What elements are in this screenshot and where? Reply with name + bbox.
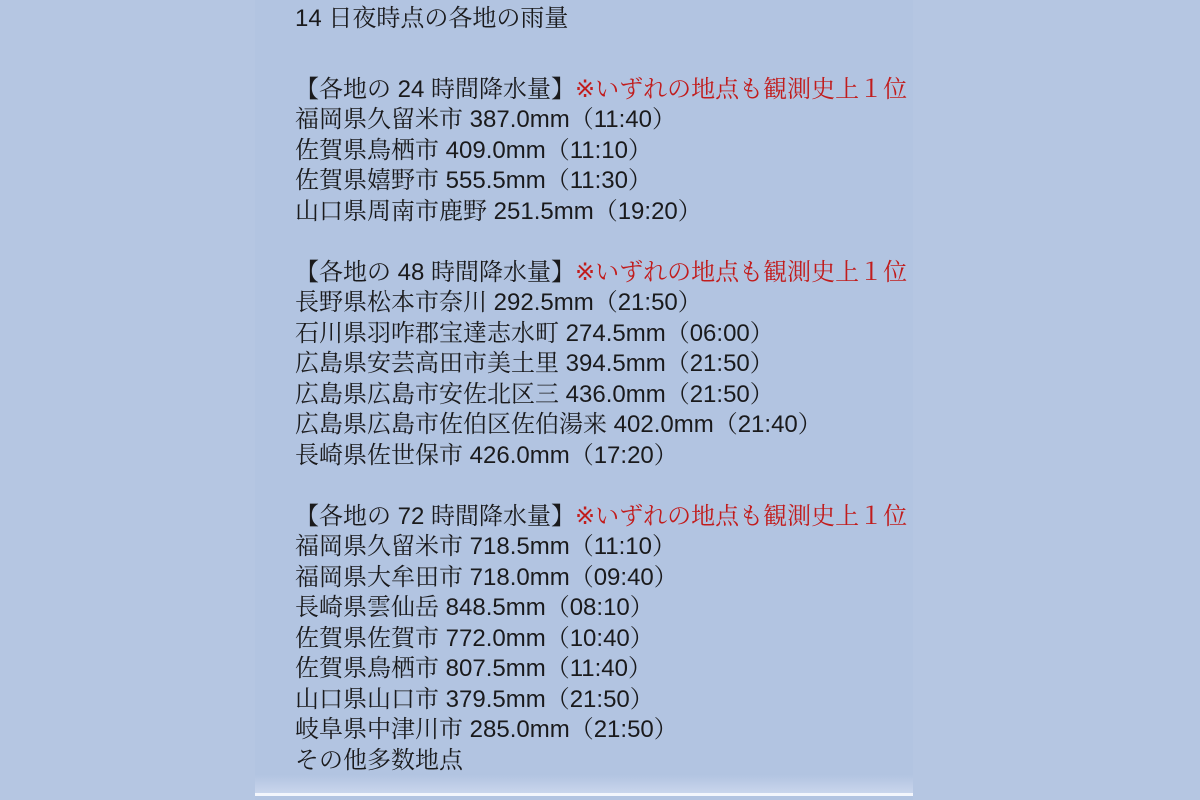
rainfall-row: 石川県羽咋郡宝達志水町 274.5mm（06:00） <box>295 319 774 347</box>
rainfall-row: 長崎県雲仙岳 848.5mm（08:10） <box>295 594 654 621</box>
rainfall-row: 広島県広島市佐伯区佐伯湯来 402.0mm（21:40） <box>295 411 822 438</box>
rainfall-report-panel <box>255 0 913 800</box>
rainfall-row: 福岡県久留米市 387.0mm（11:40） <box>295 106 676 133</box>
rainfall-row: 福岡県久留米市 718.5mm（11:10） <box>295 533 676 560</box>
rainfall-section <box>295 258 913 472</box>
record-first-note: ※いずれの地点も観測史上１位 <box>575 75 908 103</box>
report-title: 14 日夜時点の各地の雨量 <box>295 5 569 32</box>
section-heading-label: 【各地の 24 時間降水量】 <box>295 75 576 103</box>
rainfall-row: 長野県松本市奈川 292.5mm（21:50） <box>295 289 702 316</box>
rainfall-row: 長崎県佐世保市 426.0mm（17:20） <box>295 441 678 469</box>
rainfall-row: 佐賀県鳥栖市 807.5mm（11:40） <box>295 655 652 682</box>
rainfall-row: 広島県安芸高田市美土里 394.5mm（21:50） <box>295 350 774 377</box>
section-heading-label: 【各地の 48 時間降水量】 <box>295 258 576 286</box>
rainfall-row: 佐賀県佐賀市 772.0mm（10:40） <box>295 624 654 652</box>
rainfall-row: 山口県山口市 379.5mm（21:50） <box>295 685 654 713</box>
rainfall-row: 佐賀県鳥栖市 409.0mm（11:10） <box>295 136 652 164</box>
rainfall-section <box>295 75 913 228</box>
rainfall-row: 岐阜県中津川市 285.0mm（21:50） <box>295 716 678 743</box>
rainfall-row: 福岡県大牟田市 718.0mm（09:40） <box>295 563 678 591</box>
sections-container <box>295 75 913 746</box>
section-heading <box>295 258 913 289</box>
panel-bottom-edge <box>255 775 913 793</box>
record-first-note: ※いずれの地点も観測史上１位 <box>575 258 908 286</box>
rainfall-row: 広島県広島市安佐北区三 436.0mm（21:50） <box>295 380 774 408</box>
section-heading-label: 【各地の 72 時間降水量】 <box>295 502 576 530</box>
section-heading <box>295 75 913 106</box>
report-content <box>255 0 913 776</box>
section-heading <box>295 502 913 533</box>
rainfall-section <box>295 502 913 746</box>
rainfall-row: 佐賀県嬉野市 555.5mm（11:30） <box>295 167 652 194</box>
panel-bottom-line <box>255 793 913 796</box>
rainfall-row: 山口県周南市鹿野 251.5mm（19:20） <box>295 197 702 225</box>
other-locations-note: その他多数地点 <box>295 746 463 774</box>
record-first-note: ※いずれの地点も観測史上１位 <box>575 502 908 530</box>
